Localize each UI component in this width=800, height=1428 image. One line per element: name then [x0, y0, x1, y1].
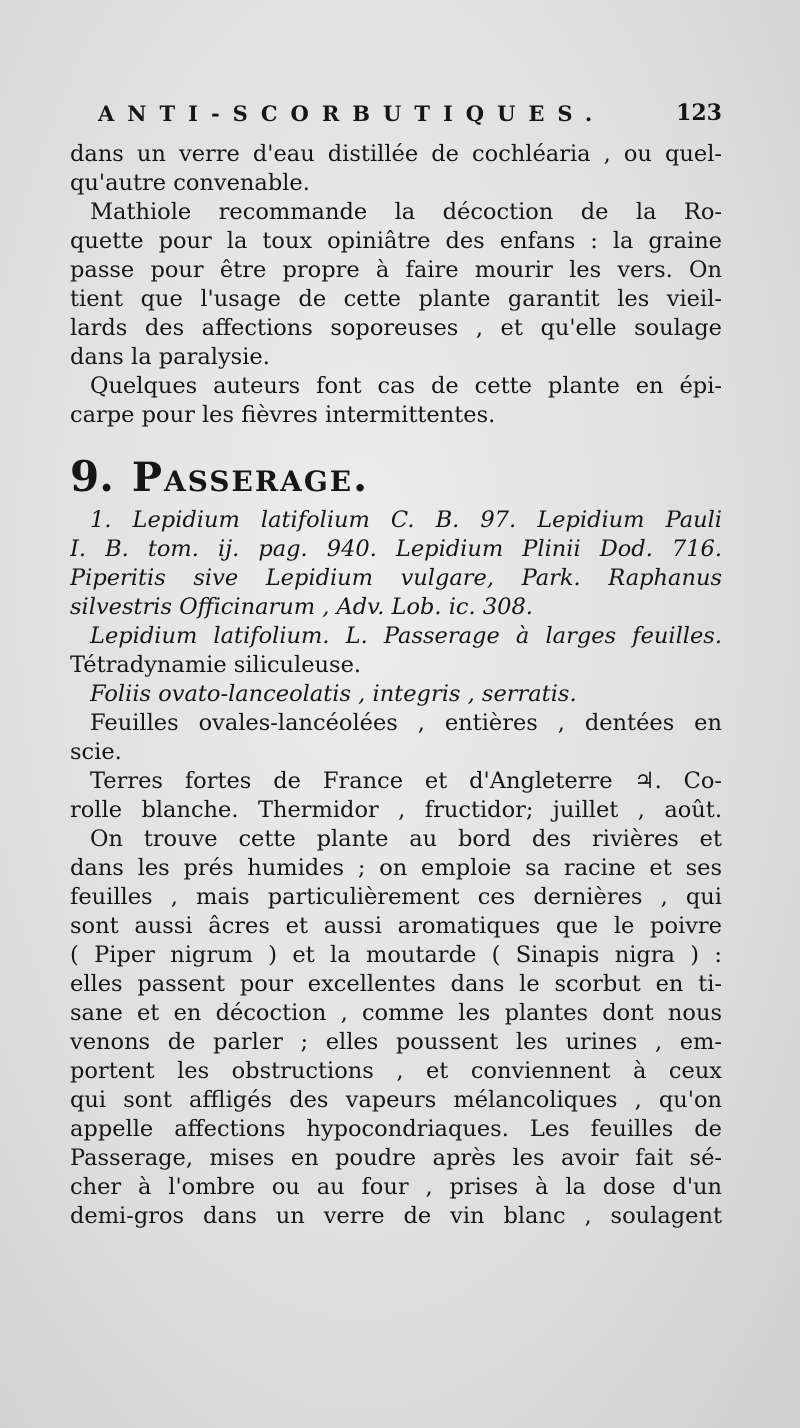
text-line: passe pour être propre à faire mourir les vers. On — [70, 257, 722, 283]
text-line: Foliis ovato-lanceolatis , integris , serratis. — [90, 681, 577, 707]
section-title: Passerage. — [131, 454, 370, 501]
running-title: ANTI-SCORBUTIQUES. — [98, 100, 606, 126]
page-number: 123 — [676, 100, 722, 126]
text-line: Passerage, mises en poudre après les avoir fait sé- — [70, 1145, 722, 1171]
running-head — [70, 98, 722, 128]
text-line: feuilles , mais particulièrement ces dernières , qui — [70, 884, 722, 910]
text-line: portent les obstructions , et conviennent à ceux — [70, 1058, 722, 1084]
text-line: dans la paralysie. — [70, 344, 270, 370]
text-line: sane et en décoction , comme les plantes dont nous — [70, 1000, 722, 1026]
text-line: venons de parler ; elles poussent les urines , em- — [70, 1029, 722, 1055]
text-line: Mathiole recommande la décoction de la Ro- — [90, 199, 722, 225]
text-line: appelle affections hypocondriaques. Les feuilles de — [70, 1116, 722, 1142]
text-line: qui sont affligés des vapeurs mélancoliques , qu'on — [70, 1087, 722, 1113]
text-line: Feuilles ovales-lancéolées , entières , dentées en — [90, 710, 722, 736]
text-line: 1. Lepidium latifolium C. B. 97. Lepidium Pauli — [90, 507, 722, 533]
text-line: carpe pour les fièvres intermittentes. — [70, 402, 496, 428]
text-line: I. B. tom. ij. pag. 940. Lepidium Plinii Dod. 716. — [70, 536, 722, 562]
text-line: Tétradynamie siliculeuse. — [70, 652, 362, 678]
text-line: cher à l'ombre ou au four , prises à la dose d'un — [70, 1174, 722, 1200]
section-heading — [70, 452, 369, 502]
text-line: Lepidium latifolium. L. Passerage à larges feuilles. — [90, 623, 722, 649]
text-line: dans les prés humides ; on emploie sa racine et ses — [70, 855, 722, 881]
text-line: sont aussi âcres et aussi aromatiques que le poivre — [70, 913, 722, 939]
text-line: tient que l'usage de cette plante garantit les vieil- — [70, 286, 722, 312]
text-line: Quelques auteurs font cas de cette plante en épi- — [90, 373, 722, 399]
text-line: Terres fortes de France et d'Angleterre ♃. Co- — [90, 768, 722, 794]
text-line: dans un verre d'eau distillée de cochléaria , ou quel- — [70, 141, 722, 167]
text-line: qu'autre convenable. — [70, 170, 310, 196]
text-line: scie. — [70, 739, 122, 765]
text-line: rolle blanche. Thermidor , fructidor; juillet , août. — [70, 797, 722, 823]
text-line: On trouve cette plante au bord des rivières et — [90, 826, 722, 852]
section-number: 9. — [70, 452, 114, 501]
text-line: quette pour la toux opiniâtre des enfans : la graine — [70, 228, 722, 254]
text-line: lards des affections soporeuses , et qu'elle soulage — [70, 315, 722, 341]
text-line: Piperitis sive Lepidium vulgare, Park. Raphanus — [70, 565, 722, 591]
text-line: ( Piper nigrum ) et la moutarde ( Sinapis nigra ) : — [70, 942, 722, 968]
text-line: demi-gros dans un verre de vin blanc , soulagent — [70, 1203, 722, 1229]
text-line: elles passent pour excellentes dans le scorbut en ti- — [70, 971, 722, 997]
text-line: silvestris Officinarum , Adv. Lob. ic. 308. — [70, 594, 533, 620]
